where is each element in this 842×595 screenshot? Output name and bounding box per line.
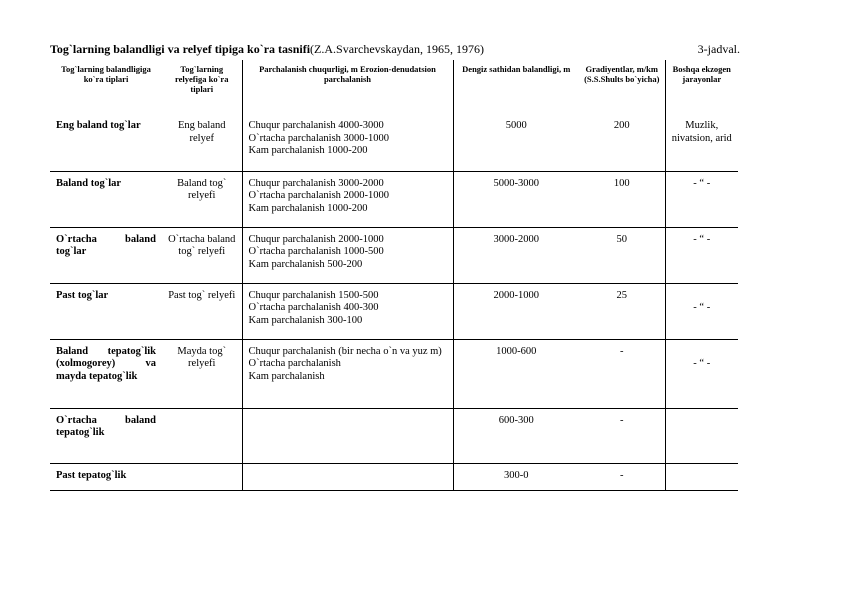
title-bold: Tog`larning balandligi va relyef tipiga ko`ra tasnifi bbox=[50, 42, 311, 56]
cell-type: Past tog`lar bbox=[50, 283, 162, 339]
cell-dissection bbox=[242, 283, 453, 339]
cell-relief: Mayda tog` relyefi bbox=[162, 339, 242, 408]
dissection-medium: O`rtacha parchalanish 3000-1000 bbox=[248, 132, 390, 144]
dissection-medium: O`rtacha parchalanish 2000-1000 bbox=[248, 190, 390, 201]
cell-relief bbox=[162, 408, 242, 463]
header-height-type: Tog`larning balandligiga ko`ra tiplari bbox=[61, 64, 151, 84]
cell-altitude: 5000 bbox=[453, 114, 579, 171]
cell-dissection bbox=[242, 114, 453, 171]
dissection-deep: Chuqur parchalanish (bir necha o`n va yuz m) bbox=[248, 345, 442, 357]
table-row bbox=[50, 171, 738, 227]
cell-type: Eng baland tog`lar bbox=[56, 120, 141, 131]
cell-altitude: 600-300 bbox=[453, 408, 579, 463]
cell-type: O`rtacha baland tog`lar bbox=[50, 227, 162, 283]
header-altitude: Dengiz sathidan balandligi, m bbox=[453, 60, 579, 114]
cell-gradient: 100 bbox=[579, 171, 665, 227]
cell-relief: Baland tog` relyefi bbox=[162, 171, 242, 227]
cell-altitude: 3000-2000 bbox=[453, 227, 579, 283]
dissection-low: Kam parchalanish 1000-200 bbox=[248, 202, 368, 214]
dissection-low: Kam parchalanish 300-100 bbox=[248, 314, 363, 326]
dissection-low: Kam parchalanish 500-200 bbox=[248, 258, 363, 270]
title-source: (Z.A.Svarchevskaydan, 1965, 1976) bbox=[310, 42, 484, 56]
table-number: 3-jadval. bbox=[697, 42, 740, 56]
table-row bbox=[50, 339, 738, 408]
cell-type: Baland tepatog`lik (xolmogorey) va mayda tepatog`lik bbox=[50, 339, 162, 408]
table-row bbox=[50, 408, 738, 463]
dissection-low: Kam parchalanish bbox=[248, 370, 325, 382]
header-row bbox=[50, 60, 738, 114]
dissection-medium: O`rtacha parchalanish 400-300 bbox=[248, 302, 379, 313]
table-row bbox=[50, 227, 738, 283]
cell-processes bbox=[665, 283, 738, 339]
dissection-deep: Chuqur parchalanish 1500-500 bbox=[248, 289, 379, 301]
dissection-low: Kam parchalanish 1000-200 bbox=[248, 145, 368, 156]
cell-processes: Muzlik, nivatsion, arid bbox=[665, 114, 738, 171]
processes-ditto: - “ - bbox=[693, 357, 711, 369]
cell-gradient: 50 bbox=[579, 227, 665, 283]
cell-altitude: 5000-3000 bbox=[453, 171, 579, 227]
cell-dissection bbox=[242, 339, 453, 408]
dissection-deep: Chuqur parchalanish 3000-2000 bbox=[248, 177, 384, 189]
cell-type: O`rtacha baland tepatog`lik bbox=[50, 408, 162, 463]
cell-dissection bbox=[242, 227, 453, 283]
dissection-deep: Chuqur parchalanish 2000-1000 bbox=[248, 233, 384, 245]
table-title bbox=[50, 42, 740, 57]
table-row bbox=[50, 463, 738, 490]
cell-processes: - “ - bbox=[665, 227, 738, 283]
cell-altitude: 300-0 bbox=[453, 463, 579, 490]
processes-ditto: - “ - bbox=[693, 301, 711, 313]
cell-gradient: 200 bbox=[613, 120, 630, 131]
cell-relief: O`rtacha baland tog` relyefi bbox=[162, 227, 242, 283]
cell-gradient: - bbox=[579, 339, 665, 408]
header-gradient: Gradiyentlar, m/km (S.S.Shults bo`yicha) bbox=[584, 64, 660, 84]
dissection-deep: Chuqur parchalanish 4000-3000 bbox=[248, 120, 384, 131]
table-row bbox=[50, 283, 738, 339]
cell-relief: Past tog` relyefi bbox=[162, 283, 242, 339]
cell-processes bbox=[665, 339, 738, 408]
cell-gradient: - bbox=[579, 408, 665, 463]
classification-table bbox=[50, 60, 738, 491]
cell-dissection bbox=[242, 171, 453, 227]
cell-processes bbox=[665, 408, 738, 463]
cell-type: Past tepatog`lik bbox=[50, 463, 162, 490]
cell-dissection bbox=[242, 463, 453, 490]
cell-gradient: 25 bbox=[579, 283, 665, 339]
cell-relief bbox=[162, 463, 242, 490]
cell-processes bbox=[665, 463, 738, 490]
header-dissection: Parchalanish chuqurligi, m Erozion-denudatsion parchalanish bbox=[242, 60, 453, 114]
header-relief-type: Tog`larning relyefiga ko`ra tiplari bbox=[175, 64, 229, 94]
cell-type: Baland tog`lar bbox=[50, 171, 162, 227]
cell-dissection bbox=[242, 408, 453, 463]
cell-gradient: - bbox=[579, 463, 665, 490]
table-row bbox=[50, 114, 738, 171]
cell-altitude: 1000-600 bbox=[453, 339, 579, 408]
dissection-medium: O`rtacha parchalanish bbox=[248, 358, 341, 369]
cell-altitude: 2000-1000 bbox=[453, 283, 579, 339]
cell-processes: - “ - bbox=[665, 171, 738, 227]
cell-relief: Eng baland relyef bbox=[177, 120, 226, 144]
header-processes: Boshqa ekzogen jarayonlar bbox=[665, 60, 738, 114]
dissection-medium: O`rtacha parchalanish 1000-500 bbox=[248, 246, 384, 257]
